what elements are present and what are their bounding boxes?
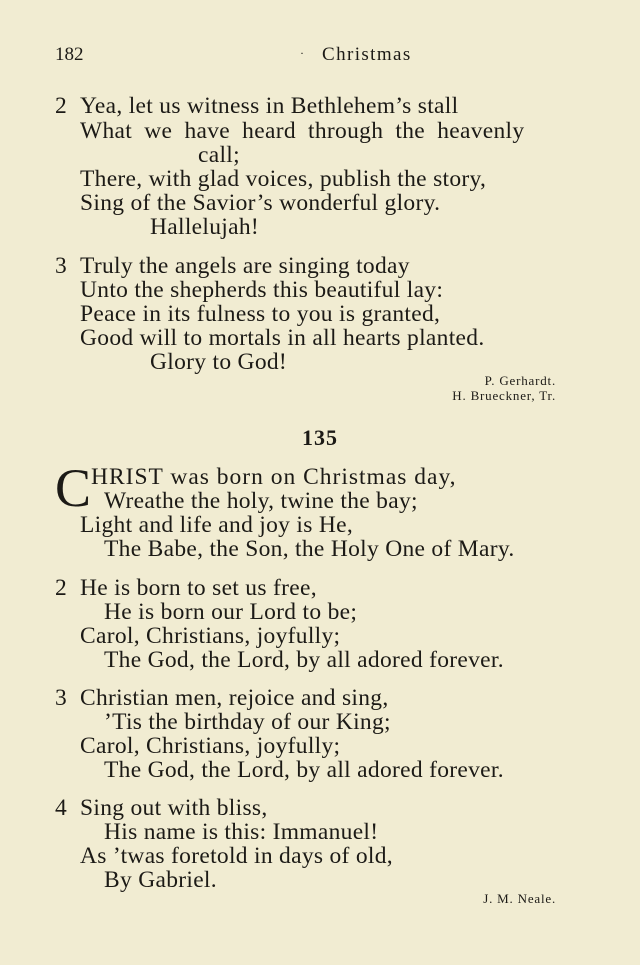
- verse-line: Good will to mortals in all hearts planted.: [80, 325, 485, 351]
- verse-number: 3: [55, 253, 67, 279]
- verse-line: He is born our Lord to be;: [104, 599, 358, 625]
- verse-line: Christian men, rejoice and sing,: [80, 685, 389, 711]
- verse-line: What we have heard through the heavenly: [80, 118, 525, 144]
- verse-number: 2: [55, 93, 67, 119]
- verse-line: Glory to God!: [150, 349, 288, 375]
- verse-line: call;: [198, 142, 240, 168]
- header-separator: ·: [300, 46, 304, 60]
- verse-line: Light and life and joy is He,: [80, 512, 354, 538]
- verse-line: The Babe, the Son, the Holy One of Mary.: [104, 536, 515, 562]
- verse-number: 3: [55, 685, 67, 711]
- verse-line: The God, the Lord, by all adored forever.: [104, 647, 504, 673]
- verse-line: Sing of the Savior’s wonderful glory.: [80, 190, 441, 216]
- verse-line: Truly the angels are singing today: [80, 253, 410, 279]
- verse-line: Carol, Christians, joyfully;: [80, 733, 341, 759]
- verse-line: He is born to set us free,: [80, 575, 317, 601]
- translator-attribution: H. Brueckner, Tr.: [452, 388, 556, 403]
- verse-line: As ’twas foretold in days of old,: [80, 843, 393, 869]
- verse-line: There, with glad voices, publish the story,: [80, 166, 487, 192]
- verse-number: 4: [55, 795, 67, 821]
- drop-cap: C: [55, 458, 92, 518]
- verse-line: The God, the Lord, by all adored forever.: [104, 757, 504, 783]
- verse-line: Hallelujah!: [150, 214, 260, 240]
- verse-line: HRIST was born on Christmas day,: [91, 464, 457, 490]
- verse-line: Yea, let us witness in Bethlehem’s stall: [80, 93, 459, 119]
- verse-line: Wreathe the holy, twine the bay;: [104, 488, 418, 514]
- verse-line: ’Tis the birthday of our King;: [104, 709, 391, 735]
- verse-line: Carol, Christians, joyfully;: [80, 623, 341, 649]
- hymn-number: 135: [302, 425, 338, 450]
- page-number: 182: [55, 44, 84, 65]
- verse-line: Unto the shepherds this beautiful lay:: [80, 277, 444, 303]
- running-title: Christmas: [322, 44, 412, 65]
- author-attribution: J. M. Neale.: [483, 891, 556, 906]
- verse-line: His name is this: Immanuel!: [104, 819, 379, 845]
- verse-line: Peace in its fulness to you is granted,: [80, 301, 441, 327]
- verse-line: By Gabriel.: [104, 867, 217, 893]
- verse-line: Sing out with bliss,: [80, 795, 268, 821]
- verse-number: 2: [55, 575, 67, 601]
- author-attribution: P. Gerhardt.: [484, 373, 556, 388]
- page-header: [55, 44, 558, 74]
